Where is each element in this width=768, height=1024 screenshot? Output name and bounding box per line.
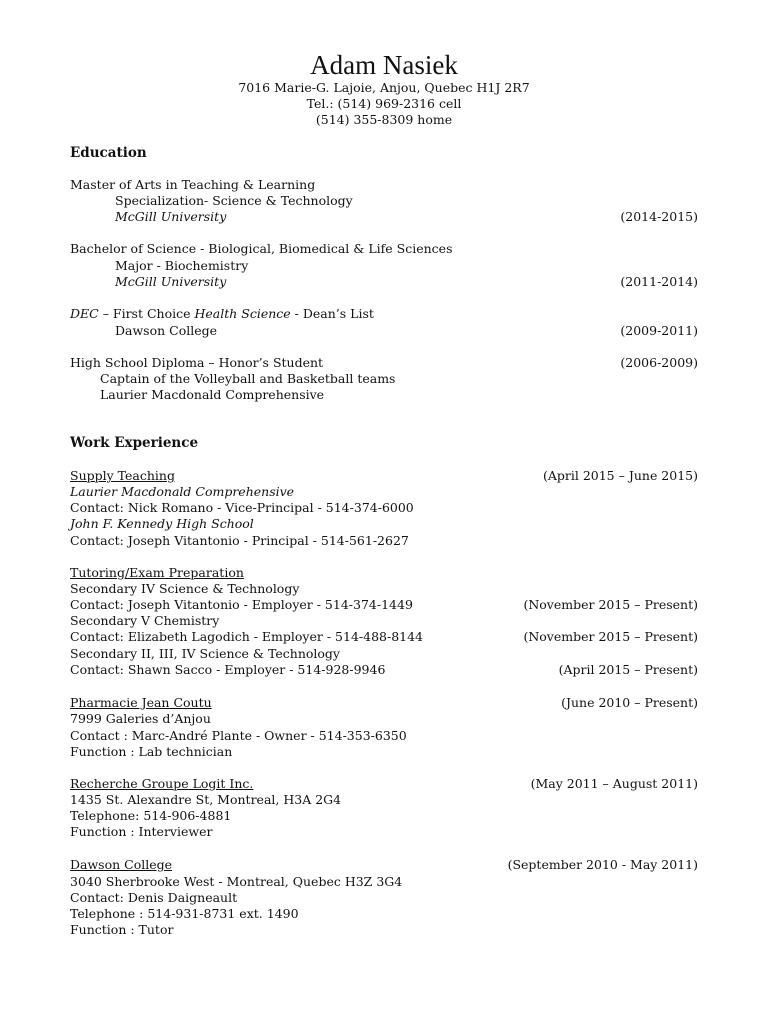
bachelor-school: McGill University [115,274,227,289]
tutoring-contact-3-row [70,662,698,678]
pharmacie-row [70,695,698,711]
dawson-telephone: Telephone : 514-931-8731 ext. 1490 [70,906,299,921]
logit-dates: (May 2011 – August 2011) [530,776,698,791]
dawson-address: 3040 Sherbrooke West - Montreal, Quebec H3Z 3G4 [70,874,403,889]
bachelor-degree: Bachelor of Science - Biological, Biomedical & Life Sciences [70,241,453,256]
home-phone: (514) 355-8309 home [315,112,453,127]
dawson-dates: (September 2010 - May 2011) [507,857,698,872]
work-heading: Work Experience [70,435,199,451]
cell-phone: Tel.: (514) 969-2316 cell [306,96,462,111]
dec-dates: (2009-2011) [620,323,698,338]
supply-row [70,468,698,484]
logit-telephone: Telephone: 514-906-4881 [70,808,232,823]
supply-contact-2: Contact: Joseph Vitantonio - Principal - 514-561-2627 [70,533,409,548]
highschool-diploma: High School Diploma – Honor’s Student [70,355,324,370]
logit-function: Function : Interviewer [70,824,213,839]
tutoring-contact-2-row [70,629,698,645]
dec-prefix: DEC [70,306,99,321]
highschool-dates: (2006-2009) [620,355,698,370]
bachelor-major: Major - Biochemistry [115,258,249,273]
tutoring-contact-1: Contact: Joseph Vitantonio - Employer - 514-374-1449 [70,597,413,612]
pharmacie-dates: (June 2010 – Present) [561,695,698,710]
supply-dates: (April 2015 – June 2015) [542,468,698,483]
pharmacie-contact: Contact : Marc-André Plante - Owner - 514-353-6350 [70,728,407,743]
masters-school: McGill University [115,209,227,224]
dec-school-row [70,323,698,339]
pharmacie-function: Function : Lab technician [70,744,233,759]
education-heading: Education [70,145,147,161]
supply-school-2: John F. Kennedy High School [70,516,254,531]
logit-row [70,776,698,792]
masters-dates: (2014-2015) [620,209,698,224]
dawson-row [70,857,698,873]
address: 7016 Marie-G. Lajoie, Anjou, Quebec H1J 2R7 [238,80,530,95]
dawson-contact: Contact: Denis Daigneault [70,890,238,905]
bachelor-dates: (2011-2014) [620,274,698,289]
dawson-title: Dawson College [70,857,173,872]
masters-degree: Master of Arts in Teaching & Learning [70,177,316,192]
highschool-school: Laurier Macdonald Comprehensive [100,387,325,402]
pharmacie-title: Pharmacie Jean Coutu [70,695,212,710]
resume-name: Adam Nasiek [310,50,458,80]
tutoring-contact-3: Contact: Shawn Sacco - Employer - 514-928-9946 [70,662,386,677]
highschool-captain: Captain of the Volleyball and Basketball teams [100,371,396,386]
dec-program: Health Science [194,306,291,321]
tutoring-subject-2: Secondary V Chemistry [70,613,220,628]
tutoring-dates-1: (November 2015 – Present) [523,597,698,612]
pharmacie-address: 7999 Galeries d’Anjou [70,711,211,726]
tutoring-dates-3: (April 2015 – Present) [558,662,698,677]
tutoring-contact-1-row [70,597,698,613]
dec-row: DEC – First Choice Health Science - Dean’s List [70,306,374,321]
tutoring-subject-1: Secondary IV Science & Technology [70,581,300,596]
highschool-row [70,355,698,371]
supply-title: Supply Teaching [70,468,175,483]
tutoring-dates-2: (November 2015 – Present) [523,629,698,644]
logit-address: 1435 St. Alexandre St, Montreal, H3A 2G4 [70,792,342,807]
logit-title: Recherche Groupe Logit Inc. [70,776,254,791]
dec-school: Dawson College [115,323,218,338]
tutoring-subject-3: Secondary II, III, IV Science & Technology [70,646,340,661]
dawson-function: Function : Tutor [70,922,174,937]
tutoring-title: Tutoring/Exam Preparation [70,565,244,580]
tutoring-contact-2: Contact: Elizabeth Lagodich - Employer - 514-488-8144 [70,629,424,644]
bachelor-school-row [70,274,698,290]
supply-contact-1: Contact: Nick Romano - Vice-Principal - 514-374-6000 [70,500,414,515]
supply-school-1: Laurier Macdonald Comprehensive [70,484,295,499]
masters-school-row [70,209,698,225]
masters-specialization: Specialization- Science & Technology [115,193,353,208]
